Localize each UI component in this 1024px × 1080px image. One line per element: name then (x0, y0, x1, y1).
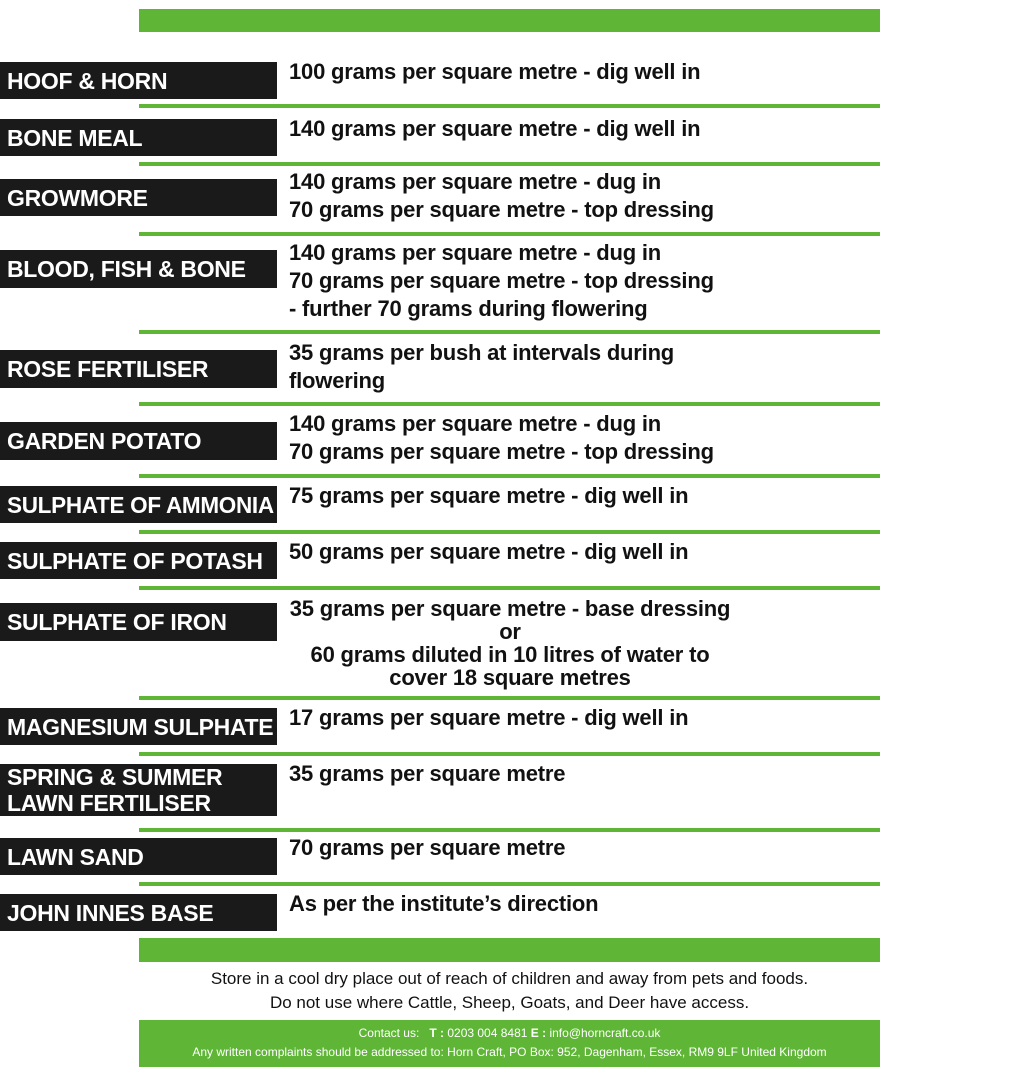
application-rate-sulphate-of-ammonia (289, 482, 739, 510)
row-separator (139, 752, 880, 756)
product-name-line: MAGNESIUM SULPHATE (7, 713, 274, 740)
contact-footer (139, 1020, 880, 1067)
row-separator (139, 474, 880, 478)
complaints-address: Any written complaints should be addressed to: Horn Craft, PO Box: 952, Dagenham, Essex, RM9 9LF United Kingdom (192, 1045, 827, 1059)
product-label-blood-fish-bone (0, 250, 277, 288)
application-rate-growmore (289, 168, 739, 224)
application-rate-hoof-horn (289, 58, 739, 86)
rate-line: 70 grams per square metre - top dressing (289, 439, 714, 464)
product-label-spring-summer-lawn-fertiliser (0, 764, 277, 816)
product-label-growmore (0, 179, 277, 216)
product-name-line: GARDEN POTATO (7, 428, 202, 454)
phone-number[interactable]: 0203 004 8481 (447, 1026, 528, 1040)
application-rate-blood-fish-bone (289, 239, 739, 323)
product-name-line: ROSE FERTILISER (7, 356, 209, 382)
row-separator (139, 530, 880, 534)
row-separator (139, 696, 880, 700)
rate-line: cover 18 square metres (389, 665, 631, 690)
application-rate-john-innes-base (289, 890, 739, 918)
row-separator (139, 162, 880, 166)
product-label-rose-fertiliser (0, 350, 277, 388)
rate-line: 140 grams per square metre - dug in (289, 411, 662, 436)
bottom-green-band (139, 938, 880, 962)
product-label-lawn-sand (0, 838, 277, 875)
rate-line: 35 grams per bush at intervals during (289, 340, 675, 365)
row-separator (139, 330, 880, 334)
product-label-sulphate-of-ammonia (0, 486, 277, 523)
notice-line-1: Store in a cool dry place out of reach of children and away from pets and foods. (210, 969, 809, 988)
rate-line: 140 grams per square metre - dug in (289, 169, 662, 194)
product-name-line: BLOOD, FISH & BONE (7, 256, 246, 282)
storage-notice (139, 967, 880, 1015)
product-label-sulphate-of-potash (0, 542, 277, 579)
product-label-garden-potato (0, 422, 277, 460)
notice-line-2: Do not use where Cattle, Sheep, Goats, and Deer have access. (269, 993, 750, 1012)
product-name-line: LAWN SAND (7, 843, 144, 870)
product-name-line: SULPHATE OF POTASH (7, 547, 263, 574)
product-label-bone-meal (0, 119, 277, 156)
product-label-hoof-horn (0, 62, 277, 99)
application-rate-rose-fertiliser (289, 339, 739, 395)
product-label-sulphate-of-iron (0, 603, 277, 641)
row-separator (139, 232, 880, 236)
rate-line: 50 grams per square metre - dig well in (289, 539, 689, 564)
product-name-line: GROWMORE (7, 184, 148, 211)
row-separator (139, 104, 880, 108)
row-separator (139, 882, 880, 886)
product-name-line: SPRING & SUMMER (7, 764, 223, 790)
rate-line: - further 70 grams during flowering (289, 296, 648, 321)
application-rate-lawn-sand (289, 834, 739, 862)
email-label: E : (530, 1026, 547, 1040)
contact-line (139, 1024, 880, 1043)
rate-line: 140 grams per square metre - dig well in (289, 116, 701, 141)
rate-line: flowering (289, 368, 385, 393)
product-name-line: HOOF & HORN (7, 67, 168, 94)
product-name-line: SULPHATE OF IRON (7, 609, 227, 635)
product-name-line: BONE MEAL (7, 124, 143, 151)
rate-line: or (499, 619, 521, 644)
row-separator (139, 586, 880, 590)
rate-line: 70 grams per square metre - top dressing (289, 197, 714, 222)
product-name-line: SULPHATE OF AMMONIA (7, 491, 274, 518)
product-name-line: LAWN FERTILISER (7, 790, 211, 816)
application-rate-sulphate-of-potash (289, 538, 739, 566)
product-label-john-innes-base (0, 894, 277, 931)
rate-line: 60 grams diluted in 10 litres of water to (310, 642, 710, 667)
row-separator (139, 402, 880, 406)
rate-line: 35 grams per square metre - base dressing (289, 596, 731, 621)
rate-line: 100 grams per square metre - dig well in (289, 59, 701, 84)
rate-line: 140 grams per square metre - dug in (289, 240, 662, 265)
product-label-magnesium-sulphate (0, 708, 277, 745)
email-address[interactable]: info@horncraft.co.uk (549, 1026, 661, 1040)
rate-line: 17 grams per square metre - dig well in (289, 705, 689, 730)
rate-line: 75 grams per square metre - dig well in (289, 483, 689, 508)
application-rate-sulphate-of-iron (280, 597, 740, 689)
application-rate-garden-potato (289, 410, 739, 466)
application-rate-spring-summer-lawn-fertiliser (289, 760, 739, 788)
application-rate-bone-meal (289, 115, 739, 143)
rate-line: 70 grams per square metre - top dressing (289, 268, 714, 293)
rate-line: 35 grams per square metre (289, 761, 566, 786)
rate-line: As per the institute’s direction (289, 891, 599, 916)
phone-label: T : (429, 1026, 444, 1040)
top-green-band (139, 9, 880, 32)
product-name-line: JOHN INNES BASE (7, 899, 214, 926)
row-separator (139, 828, 880, 832)
contact-label: Contact us: (358, 1026, 420, 1040)
rate-line: 70 grams per square metre (289, 835, 566, 860)
application-rate-magnesium-sulphate (289, 704, 739, 732)
